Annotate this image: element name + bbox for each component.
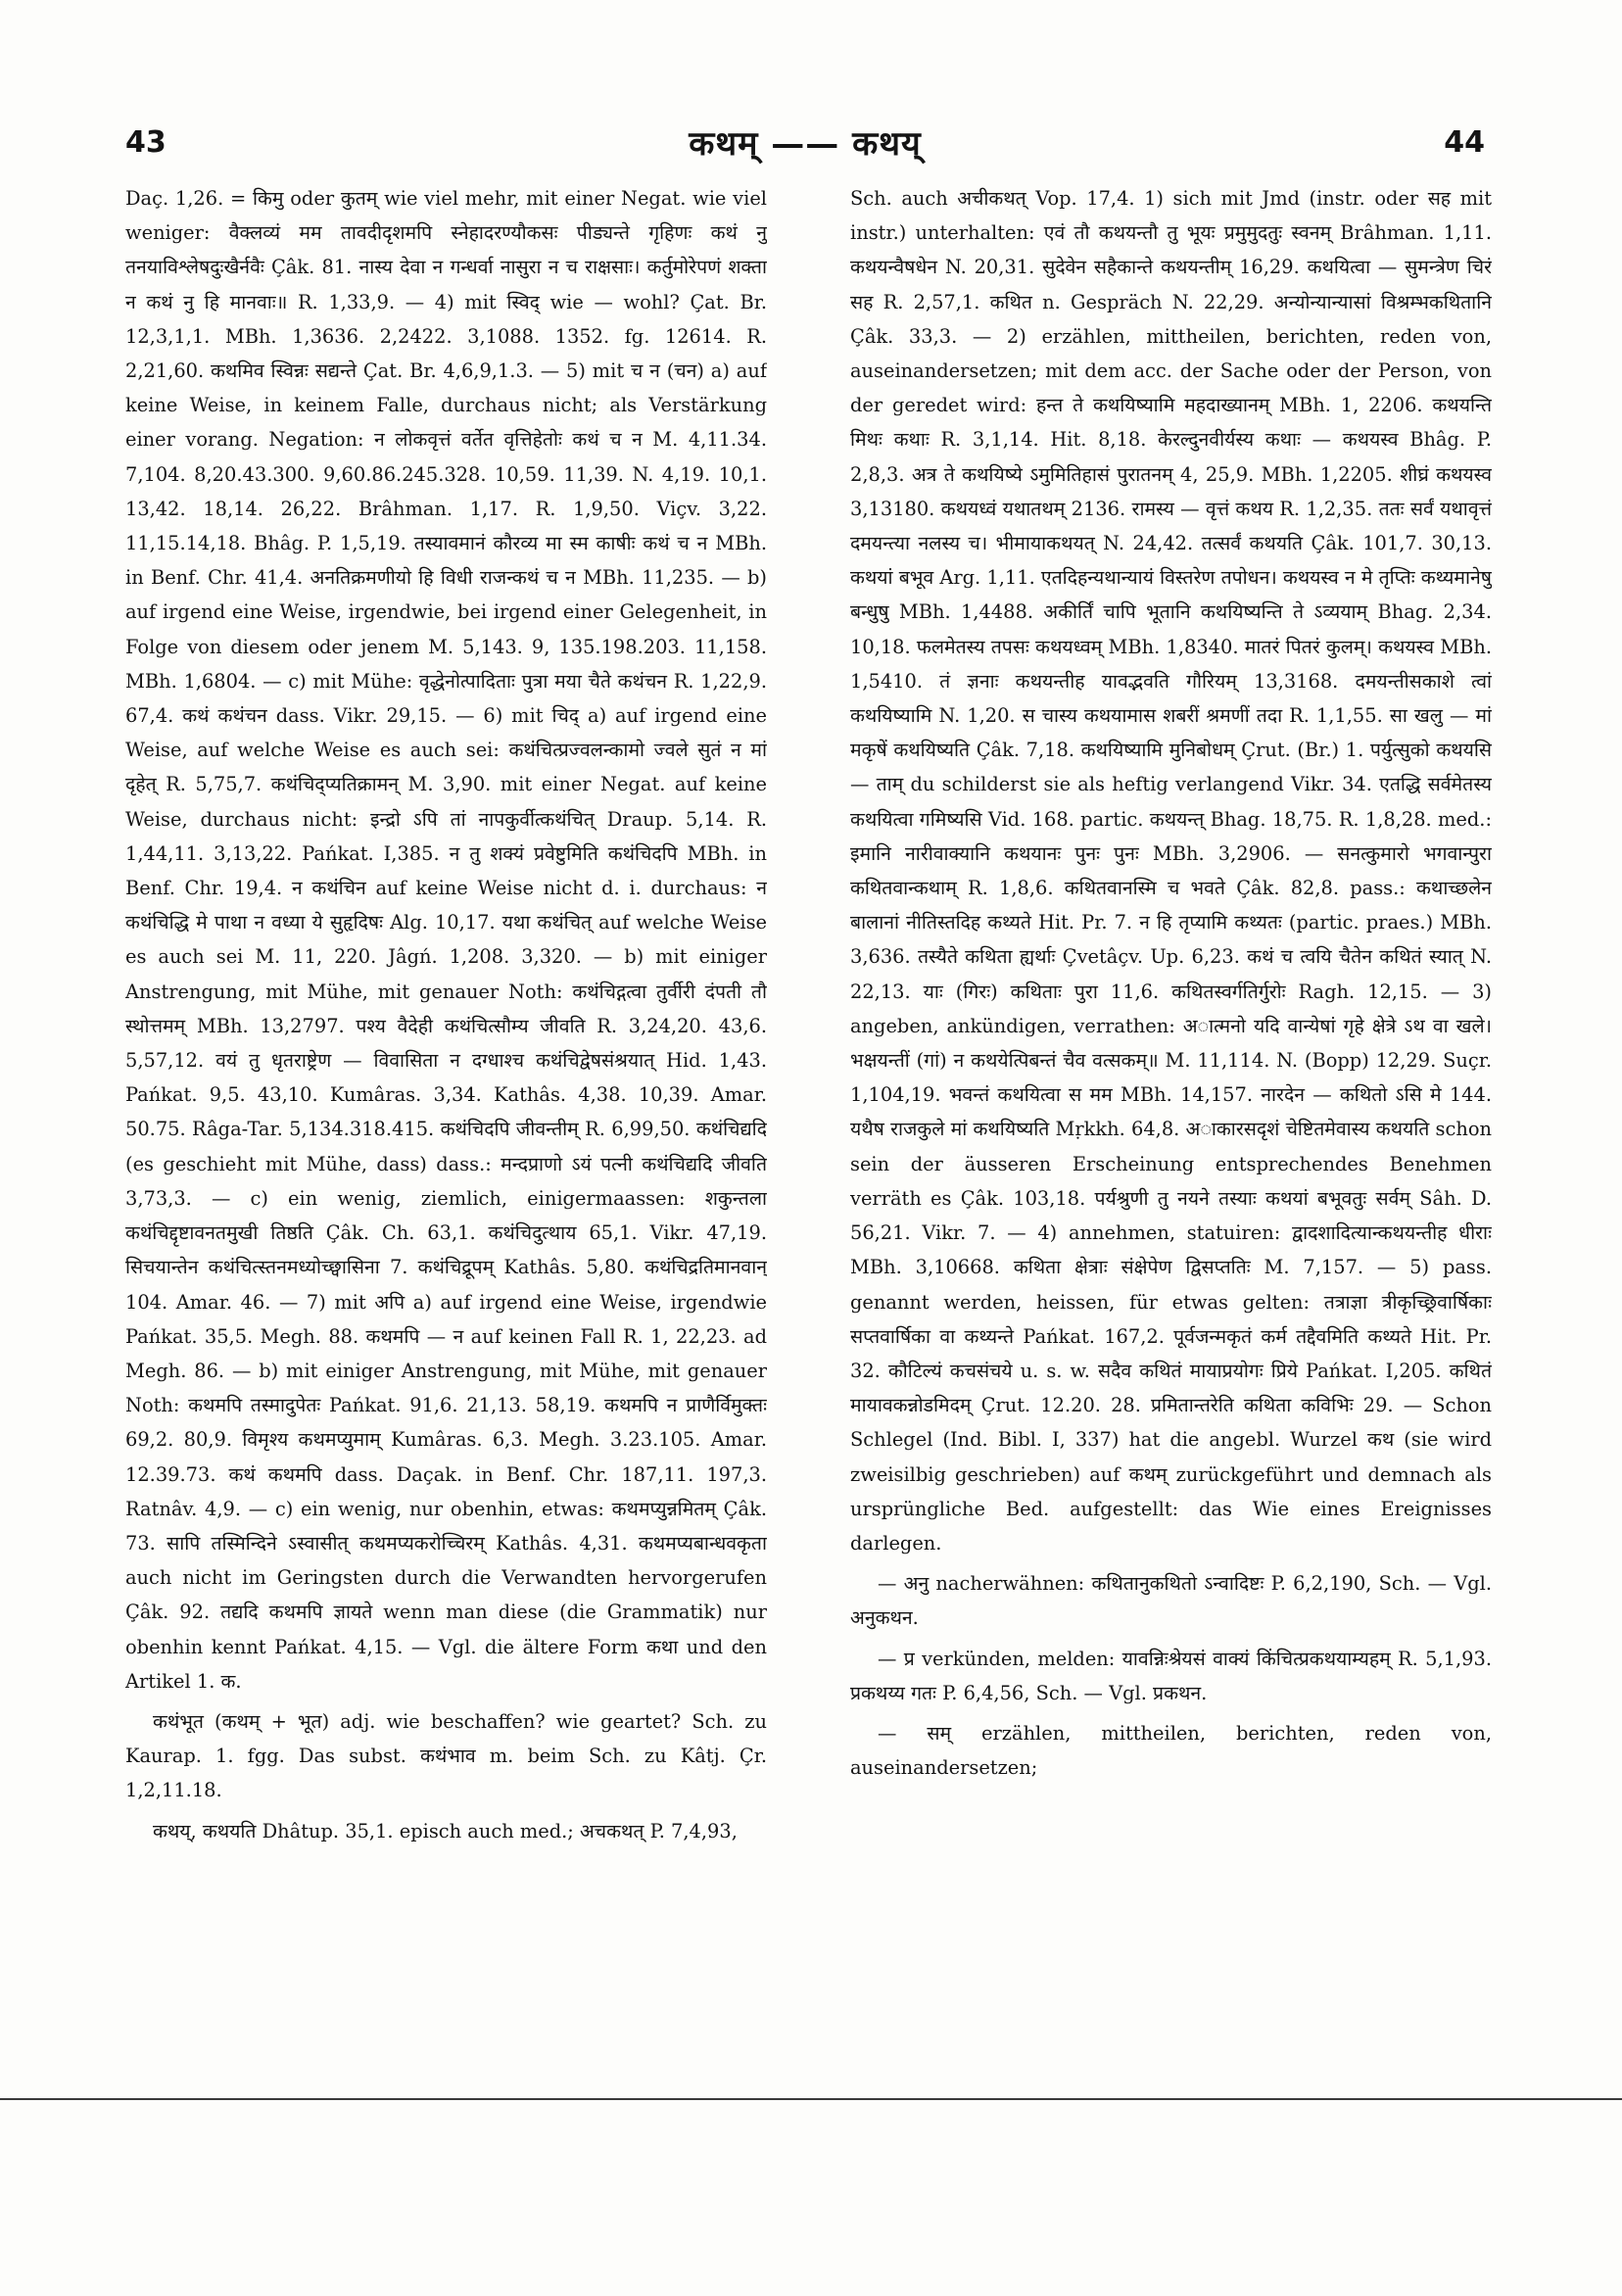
subentry-pra: — प्र verkünden, melden: यावन्निःश्रेयसं वाक्यं किंचित्प्रकथयाम्यहम् R. 5,1,93. प्रकथय्य गतः P. 6,4,56, Sch. — Vgl. प्रकथन. (850, 1647, 1492, 1704)
right-column (850, 181, 1492, 2003)
page-header (125, 125, 1485, 174)
subentry-sam: — सम् erzählen, mittheilen, berichten, reden von, auseinandersetzen; (850, 1721, 1492, 1780)
entry-kathambhuta: कथंभूत (कथम् + भूत) adj. wie beschaffen? wie geartet? Sch. zu Kaurap. 1. fgg. Das subst. कथंभाव m. beim Sch. zu Kâtj. Çr. 1,2,11.18. (125, 1709, 767, 1802)
subentry-anu: — अनु nacherwähnen: कथितानुकथितो ऽन्वादिष्टः P. 6,2,190, Sch. — Vgl. अनुकथन. (850, 1572, 1492, 1630)
entry-kathay-continued: Sch. auch अचीकथत् Vop. 17,4. 1) sich mit Jmd (instr. oder सह mit instr.) unterhalten: एवं तौ कथयन्तौ तु भूयः प्रमुमुदतुः स्वनम् Brâhman. 1,11. कथयन्वैषधेन N. 20,31. सुदेवेन सहैकान्ते कथयन्तीम् 16,29. कथयित्वा — सुमन्त्रेण चिरं सह R. 2,57,1. कथित n. Gespräch N. 22,29. अन्योन्यान्यासां विश्रम्भकथितानि Çâk. 33,3. — 2) erzählen, mittheilen, berichten, reden von, auseinandersetzen; mit dem acc. der Sache oder der Person, von der geredet wird: हन्त ते कथयिष्यामि महदाख्यानम् MBh. 1, 2206. कथयन्ति मिथः कथाः R. 3,1,14. Hit. 8,18. केरल्दुनवीर्यस्य कथाः — कथयस्व Bhâg. P. 2,8,3. अत्र ते कथयिष्ये ऽमुमितिहासं पुरातनम् 4, 25,9. MBh. 1,2205. शीघ्रं कथयस्व 3,13180. कथयध्वं यथातथम् 2136. रामस्य — वृत्तं कथय R. 1,2,35. ततः सर्वं यथावृत्तं दमयन्त्या नलस्य च। भीमायाकथयत् N. 24,42. तत्सर्वं कथयति Çâk. 101,7. 30,13. कथयां बभूव Arg. 1,11. एतदिहन्यथान्यायं विस्तरेण तपोधन। कथयस्व न मे तृप्तिः कथ्यमानेषु बन्धुषु MBh. 1,4488. अकीर्तिं चापि भूतानि कथयिष्यन्ति ते ऽव्ययाम् Bhag. 2,34. 10,18. फलमेतस्य तपसः कथयध्वम् MBh. 1,8340. मातरं पितरं कुलम्। कथयस्व MBh. 1,5410. तं ज्ञनाः कथयन्तीह यावद्भवति गौरियम् 13,3168. दमयन्तीसकाशे त्वां कथयिष्यामि N. 1,20. स चास्य कथयामास शबरीं श्रमणीं तदा R. 1,1,55. सा खलु — मां मकृषें कथयिष्यति Çâk. 7,18. कथयिष्यामि मुनिबोधम् Çrut. (Br.) 1. पर्युत्सुको कथयसि — ताम् du schilderst sie als heftig verlangend Vikr. 34. एतद्धि सर्वमेतस्य कथयित्वा गमिष्यसि Vid. 168. partic. कथयन्त् Bhag. 18,75. R. 1,8,28. med.: इमानि नारीवाक्यानि कथयानः पुनः पुनः MBh. 3,2906. — सनत्कुमारो भगवान्पुरा कथितवान्कथाम् R. 1,8,6. कथितवानस्मि च भवते Çâk. 82,8. pass.: कथाच्छलेन बालानां नीतिस्तदिह कथ्यते Hit. Pr. 7. न हि तृप्यामि कथ्यतः (partic. praes.) MBh. 3,636. तस्यैते कथिता ह्यर्थाः Çvetâçv. Up. 6,23. कथं च त्वयि चैतेन कथितं स्यात् N. 22,13. याः (गिरः) कथिताः पुरा 11,6. कथितस्वर्गतिर्गुरोः Ragh. 12,15. — 3) angeben, ankündigen, verrathen: अात्मनो यदि वान्येषां गृहे क्षेत्रे ऽथ वा खले। भक्षयन्तीं (गां) न कथयेत्पिबन्तं चैव वत्सकम्॥ M. 11,114. N. (Bopp) 12,29. Suçr. 1,104,19. भवन्तं कथयित्वा स मम MBh. 14,157. नारदेन — कथितो ऽसि मे 144. यथैष राजकुले मां कथयिष्यति Mṛkkh. 64,8. अाकारसदृशं चेष्टितमेवास्य कथयति schon sein der äusseren Erscheinung entsprechendes Benehmen verräth es Çâk. 103,18. पर्यश्रुणी तु नयने तस्याः कथयां बभूवतुः सर्वम् Sâh. D. 56,21. Vikr. 7. — 4) annehmen, statuiren: द्वादशादित्यान्कथयन्तीह धीराः MBh. 3,10668. कथिता क्षेत्राः संक्षेपेण द्विसप्ततिः M. 7,157. — 5) pass. genannt werden, heissen, für etwas gelten: तत्राज्ञा त्रीकृच्छ्रिवार्षिकाः सप्तवार्षिका वा कथ्यन्ते Pańkat. 167,2. पूर्वजन्मकृतं कर्म तद्दैवमिति कथ्यते Hit. Pr. 32. कौटिल्यं कचसंचये u. s. w. सदैव कथितं मायाप्रयोगः प्रिये Pańkat. I,205. कथितं मायावकन्नोडमिदम् Çrut. 12.20. 28. प्रमितान्तरेति कथिता कविभिः 29. — Schon Schlegel (Ind. Bibl. I, 337) hat die angebl. Wurzel कथ (sie wird zweisilbig geschrieben) auf कथम् zurückgeführt und demnach als ursprüngliche Bed. aufgestellt: das Wie eines Ereignisses darlegen. (850, 187, 1492, 1555)
right-page-number: 44 (1444, 125, 1485, 160)
entry-katham-continued: Daç. 1,26. = किमु oder कुतम् wie viel mehr, mit einer Negat. wie viel weniger: वैक्लव्यं मम तावदीदृशमपि स्नेहादरण्यौकसः पीड्यन्ते गृहिणः कथं नु तनयाविश्लेषदुःखैर्नवैः Çâk. 81. नास्य देवा न गन्धर्वा नासुरा न च राक्षसाः। कर्तुमोरेपणं शक्ता न कथं नु हि मानवाः॥ R. 1,33,9. — 4) mit स्विद् wie — wohl? Çat. Br. 12,3,1,1. MBh. 1,3636. 2,2422. 3,1088. 1352. fg. 12614. R. 2,21,60. कथमिव स्विन्नः सद्यन्ते Çat. Br. 4,6,9,1.3. — 5) mit च न (चन) a) auf keine Weise, in keinem Falle, durchaus nicht; als Verstärkung einer vorang. Negation: न लोकवृत्तं वर्तेत वृत्तिहेतोः कथं च न M. 4,11.34. 7,104. 8,20.43.300. 9,60.86.245.328. 10,59. 11,39. N. 4,19. 10,1. 13,42. 18,14. 26,22. Brâhman. 1,17. R. 1,9,50. Viçv. 3,22. 11,15.14,18. Bhâg. P. 1,5,19. तस्यावमानं कौरव्य मा स्म काषीः कथं च न MBh. in Benf. Chr. 41,4. अनतिक्रमणीयो हि विधी राजन्कथं च न MBh. 11,235. — b) auf irgend eine Weise, irgendwie, bei irgend einer Gelegenheit, in Folge von diesem oder jenem M. 5,143. 9, 135.198.203. 11,158. MBh. 1,6804. — c) mit Mühe: वृद्धेनोत्पादिताः पुत्रा मया चैते कथंचन R. 1,22,9. 67,4. कथं कथंचन dass. Vikr. 29,15. — 6) mit चिद् a) auf irgend eine Weise, auf welche Weise es auch sei: कथंचित्प्रज्वलन्कामो ज्वले सुतं न मां दृहेत् R. 5,75,7. कथंचिद्प्यतिक्रामन् M. 3,90. mit einer Negat. auf keine Weise, durchaus nicht: इन्द्रो ऽपि तां नापकुर्वीत्कथंचित् Draup. 5,14. R. 1,44,11. 3,13,22. Pańkat. I,385. न तु शक्यं प्रवेष्टुमिति कथंचिदपि MBh. in Benf. Chr. 19,4. न कथंचिन auf keine Weise nicht d. i. durchaus: न कथंचिद्धि मे पाथा न वध्या ये सुहृदिषः Alg. 10,17. यथा कथंचित् auf welche Weise es auch sei M. 11, 220. Jâgń. 1,208. 3,320. — b) mit einiger Anstrengung, mit Mühe, mit genauer Noth: कथंचिद्गत्वा तुर्वीरी दंपती तौ स्थोत्तमम् MBh. 13,2797. पश्य वैदेही कथंचित्सौम्य जीवति R. 3,24,20. 43,6. 5,57,12. वयं तु धृतराष्ट्रेण — विवासिता न दग्धाश्च कथंचिद्वेषसंश्रयात् Hid. 1,43. Pańkat. 9,5. 43,10. Kumâras. 3,34. Kathâs. 4,38. 10,39. Amar. 50.75. Râga-Tar. 5,134.318.415. कथंचिदपि जीवन्तीम् R. 6,99,50. कथंचिद्यदि (es geschieht mit Mühe, dass) dass.: मन्दप्राणो ऽयं पत्नी कथंचिद्यदि जीवति 3,73,3. — c) ein wenig, ziemlich, einigermaassen: शकुन्तला कथंचिद्दृष्टावनतमुखी तिष्ठति Çâk. Ch. 63,1. कथंचिदुत्थाय 65,1. Vikr. 47,19. सिचयान्तेन कथंचित्स्तनमध्योच्छ्वासिना 7. कथंचिद्रूपम् Kathâs. 5,80. कथंचिद्रतिमानवान् 104. Amar. 46. — 7) mit अपि a) auf irgend eine Weise, irgendwie Pańkat. 35,5. Megh. 88. कथमपि — न auf keinen Fall R. 1, 22,23. ad Megh. 86. — b) mit einiger Anstrengung, mit Mühe, mit genauer Noth: कथमपि तस्मादुपेतः Pańkat. 91,6. 21,13. 58,19. कथमपि न प्राणैर्विमुक्तः 69,2. 80,9. विमृश्य कथमप्युमाम् Kumâras. 6,3. Megh. 3.23.105. Amar. 12.39.73. कथं कथमपि dass. Daçak. in Benf. Chr. 187,11. 197,3. Ratnâv. 4,9. — c) ein wenig, nur obenhin, etwas: कथमप्युन्नमितम् Çâk. 73. सापि तस्मिन्दिने ऽस्वासीत् कथमप्यकरोच्चिरम् Kathâs. 4,31. कथमप्यबान्धवकृता auch nicht im Geringsten durch die Verwandten hervorgerufen Çâk. 92. तद्यदि कथमपि ज्ञायते wenn man diese (die Grammatik) nur obenhin kennt Pańkat. 4,15. — Vgl. die ältere Form कथा und den Artikel 1. क. (125, 187, 767, 1693)
left-column (125, 181, 767, 2003)
entry-kathay-start: कथय्, कथयति Dhâtup. 35,1. episch auch med.; अचकथत् P. 7,4,93, (153, 1819, 738, 1842)
running-title: कथम् —— कथय् (689, 124, 922, 164)
footer-rule (0, 2098, 1622, 2100)
left-page-number: 43 (125, 125, 167, 160)
